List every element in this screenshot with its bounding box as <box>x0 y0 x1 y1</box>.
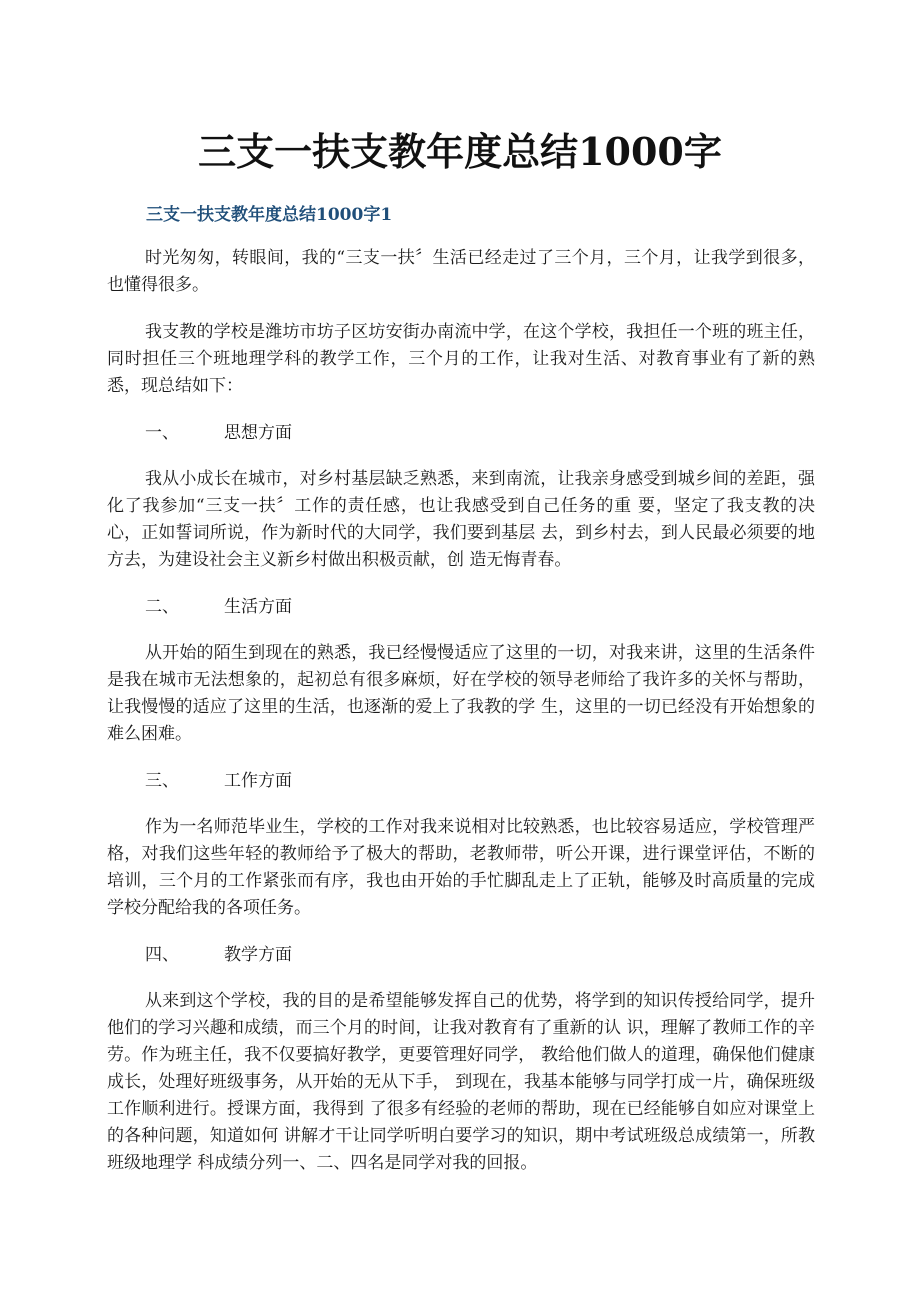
section-number: 三、 <box>145 771 179 791</box>
intro-paragraph-2: 我支教的学校是潍坊市坊子区坊安街办南流中学，在这个学校，我担任一个班的班主任，同时担任三个班地理学科的教学工作，三个月的工作，让我对生活、对教育事业有了新的熟悉，现总结如下： <box>107 322 815 396</box>
section-paragraph-teaching: 从来到这个学校，我的目的是希望能够发挥自己的优势，将学到的知识传授给同学，提升他们的学习兴趣和成绩，而三个月的时间，让我对教育有了重新的认 识，理解了教师工作的辛劳。作为班主任，我不仅要搞好教学，更要管理好同学， 教给他们做人的道理，确保他们健康成长，处理好班级事务，从开始的无从下手， 到现在，我基本能够与同学打成一片，确保班级工作顺利进行。授课方面，我得到 了很多有经验的老师的帮助，现在已经能够自如应对课堂上的各种问题，知道如何 讲解才干让同学听明白要学习的知识，期中考试班级总成绩第一，所教班级地理学 科成绩分列一、二、四名是同学对我的回报。 <box>107 991 815 1173</box>
document-title: 三支一扶支教年度总结1000字 <box>198 129 722 174</box>
section-heading-work <box>107 768 815 795</box>
section-heading-label: 教学方面 <box>224 945 292 965</box>
section-number: 一、 <box>145 423 179 443</box>
section-heading-thought <box>107 420 815 447</box>
section-number: 二、 <box>145 597 179 617</box>
section-heading-label: 工作方面 <box>224 771 292 791</box>
document-subtitle: 三支一扶支教年度总结1000字1 <box>146 205 393 225</box>
section-paragraph-life: 从开始的陌生到现在的熟悉，我已经慢慢适应了这里的一切，对我来讲，这里的生活条件是我在城市无法想象的，起初总有很多麻烦，好在学校的领导老师给了我许多的关怀与帮助，让我慢慢的适应了这里的生活，也逐渐的爱上了我教的学 生，这里的一切已经没有开始想象的难么困难。 <box>107 643 815 744</box>
intro-paragraph-1: 时光匆匆，转眼间，我的“三支一扶〞生活已经走过了三个月，三个月，让我学到很多，也懂得很多。 <box>107 248 815 295</box>
section-heading-teaching <box>107 942 815 969</box>
section-paragraph-thought: 我从小成长在城市，对乡村基层缺乏熟悉，来到南流，让我亲身感受到城乡间的差距，强化了我参加“三支一扶〞工作的责任感，也让我感受到自己任务的重 要，坚定了我支教的决心，正如誓词所说，作为新时代的大同学，我们要到基层 去，到乡村去，到人民最必须要的地方去，为建设社会主义新乡村做出积极贡献，创 造无悔青春。 <box>107 469 815 570</box>
section-number: 四、 <box>145 945 179 965</box>
section-heading-life <box>107 594 815 621</box>
document-body <box>107 245 815 1197</box>
section-heading-label: 生活方面 <box>224 597 292 617</box>
section-paragraph-work: 作为一名师范毕业生，学校的工作对我来说相对比较熟悉，也比较容易适应，学校管理严格，对我们这些年轻的教师给予了极大的帮助，老教师带，听公开课，进行课堂评估，不断的培训，三个月的工作紧张而有序，我也由开始的手忙脚乱走上了正轨，能够及时高质量的完成学校分配给我的各项任务。 <box>107 817 815 918</box>
section-heading-label: 思想方面 <box>224 423 292 443</box>
